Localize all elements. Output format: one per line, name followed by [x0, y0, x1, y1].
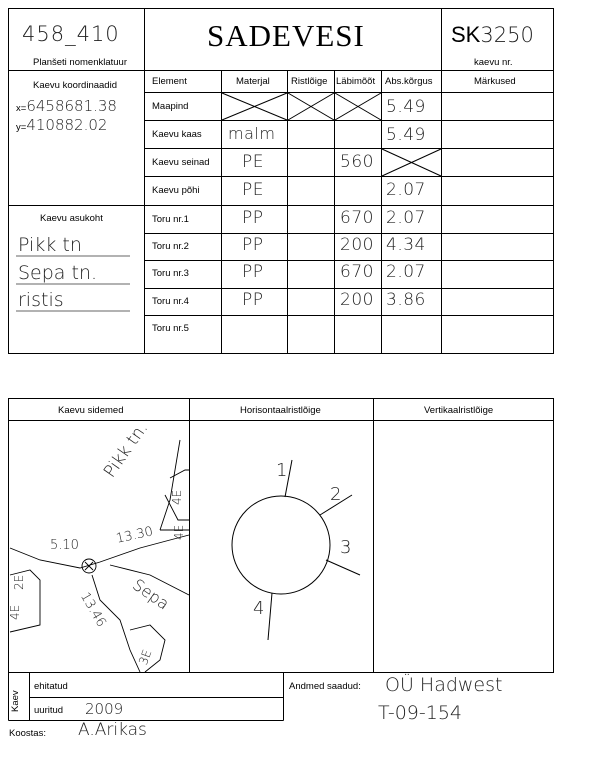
y-prefix: y= [16, 122, 27, 133]
coordinate-y [16, 116, 107, 135]
row-diameter: 200 [340, 235, 374, 255]
col-header-height: Abs.kõrgus [385, 76, 433, 87]
y-value: 410882.02 [26, 116, 108, 134]
well-label: kaevu nr. [474, 57, 513, 68]
row-diameter: 200 [340, 290, 374, 310]
row-height: 3.86 [386, 290, 426, 310]
row-element: Kaevu seinad [152, 157, 210, 168]
location-sketch [10, 440, 189, 672]
distance-510: 5.10 [50, 538, 79, 553]
col-header-notes: Märkused [474, 76, 516, 87]
row-height: 2.07 [386, 262, 426, 282]
building-2e-left: 2E [12, 574, 26, 590]
surveyed-label: uuritud [34, 705, 64, 716]
row-diameter: 560 [340, 152, 374, 172]
row-element: Kaevu kaas [152, 129, 202, 140]
surveyed-value: 2009 [85, 700, 124, 718]
building-3e: 3E [136, 647, 155, 667]
pipe-label-1: 1 [276, 460, 288, 481]
street-label-sepa: Sepa [129, 575, 173, 614]
pipe-label-4: 4 [253, 598, 265, 619]
form-title: SADEVESI [207, 18, 365, 53]
sheet-label: Planšeti nomenklatuur [33, 57, 127, 68]
distance-1330: 13.30 [114, 524, 155, 547]
row-height: 2.07 [386, 180, 426, 200]
author-value: A.Arikas [78, 720, 147, 740]
sheet-code: 458_410 [22, 22, 120, 46]
data-source-value-2: T-09-154 [378, 702, 463, 724]
col-header-material: Materjal [236, 76, 270, 87]
row-material: PP [242, 290, 264, 310]
row-element: Maapind [152, 101, 189, 112]
coordinate-x [16, 97, 117, 116]
well-prefix: SK [451, 22, 481, 47]
x-value: 6458681.38 [26, 97, 117, 115]
col-header-section: Ristlõige [291, 76, 328, 87]
pipe-label-3: 3 [340, 537, 352, 558]
building-4e-mid: 4E [172, 524, 186, 540]
row-material: PP [242, 262, 264, 282]
row-element: Kaevu põhi [152, 185, 200, 196]
row-element: Toru nr.3 [152, 268, 189, 279]
data-source-label: Andmed saadud: [289, 681, 361, 692]
street-label-pikk: Pikk tn. [100, 418, 153, 482]
col-header-diameter: Läbimõõt [336, 76, 376, 87]
built-label: ehitatud [34, 681, 68, 692]
x-prefix: x= [16, 103, 27, 114]
row-height: 2.07 [386, 208, 426, 228]
building-4e-left: 4E [8, 604, 22, 620]
well-number: 3250 [480, 23, 534, 47]
row-diameter: 670 [340, 208, 374, 228]
row-material: PP [242, 235, 264, 255]
location-line-1: Pikk tn [18, 234, 82, 256]
row-material: PP [242, 208, 264, 228]
row-height: 5.49 [386, 97, 426, 117]
data-source-value-1: OÜ Hadwest [385, 674, 503, 696]
row-diameter: 670 [340, 262, 374, 282]
row-element: Toru nr.4 [152, 296, 189, 307]
sketch-header-horizontal: Horisontaalristlõige [240, 405, 321, 416]
coordinates-label: Kaevu koordinaadid [33, 80, 117, 91]
row-element: Toru nr.2 [152, 241, 189, 252]
row-element: Toru nr.1 [152, 214, 189, 225]
location-label: Kaevu asukoht [40, 213, 103, 224]
row-height: 4.34 [386, 235, 426, 255]
distance-1346: 13.46 [77, 590, 109, 630]
pipe-label-2: 2 [330, 484, 342, 505]
row-material: PE [242, 152, 264, 172]
row-material: malm [228, 124, 276, 143]
location-line-2: Sepa tn. [18, 262, 98, 284]
sketch-header-vertical: Vertikaalristlõige [424, 405, 494, 416]
row-element: Toru nr.5 [152, 323, 189, 334]
location-line-3: ristis [18, 289, 64, 311]
row-material: PE [242, 180, 264, 200]
footer-side-label: Kaev [10, 690, 21, 712]
sketch-header-links: Kaevu sidemed [58, 405, 124, 416]
row-height: 5.49 [386, 125, 426, 145]
author-label: Koostas: [9, 728, 46, 739]
well-id [451, 22, 534, 48]
building-4e-top: 4E [170, 489, 184, 505]
col-header-element: Element [152, 76, 187, 87]
